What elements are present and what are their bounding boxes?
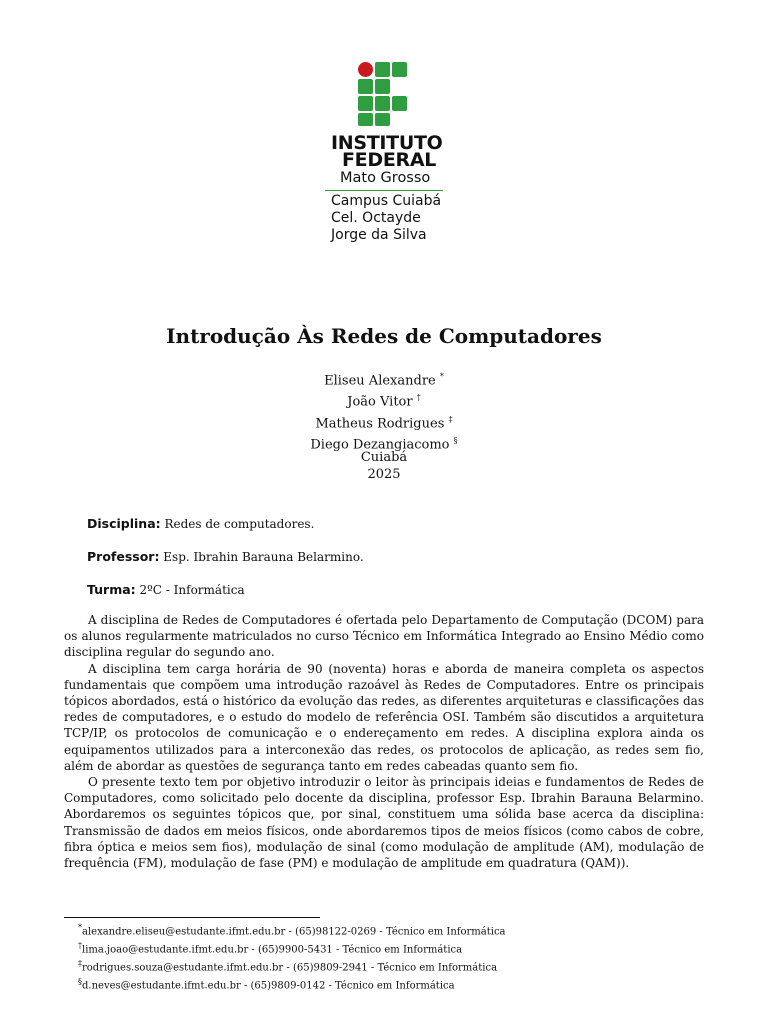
place-date bbox=[0, 449, 768, 483]
footnotes bbox=[78, 921, 506, 993]
document-title: Introdução Às Redes de Computadores bbox=[166, 324, 602, 348]
year: 2025 bbox=[367, 467, 401, 482]
footnote: §d.neves@estudante.ifmt.edu.br - (65)9809-0142 - Técnico em Informática bbox=[78, 976, 455, 992]
logo-squares-icon bbox=[358, 62, 418, 126]
logo-text-instituto: INSTITUTO bbox=[331, 132, 443, 154]
institution-logo bbox=[325, 62, 455, 126]
logo-text-federal: FEDERAL bbox=[342, 149, 437, 171]
footnote: †lima.joao@estudante.ifmt.edu.br - (65)9900-5431 - Técnico em Informática bbox=[78, 940, 463, 956]
logo-campus bbox=[331, 193, 441, 244]
logo-text-state: Mato Grosso bbox=[340, 170, 431, 186]
paragraph: A disciplina tem carga horária de 90 (noventa) horas e aborda de maneira completa os aspectos fundamentais que compõem uma introdução razoável às Redes de Computadores. Entre os principais tópicos abordados, está o histórico da evolução das redes, as diferentes arquiteturas e classificações das redes de computadores, e o estudo do modelo de referência OSI. Também são discutidos a arquitetura TCP/IP, os protocolos de comunicação e o endereçamento em redes. A disciplina explora ainda os equipamentos utilizados para a interconexão das redes, os protocolos de aplicação, as redes sem fio, além de abordar as questões de segurança tanto em redes cabeadas quanto sem fio. bbox=[64, 661, 704, 773]
campus-line: Campus Cuiabá bbox=[331, 193, 442, 209]
meta-class: Turma: 2ºC - Informática bbox=[87, 582, 245, 597]
logo-divider bbox=[325, 190, 443, 191]
campus-line: Jorge da Silva bbox=[331, 227, 427, 243]
author: Matheus Rodrigues ‡ bbox=[315, 414, 453, 431]
place: Cuiabá bbox=[360, 450, 408, 465]
meta-discipline: Disciplina: Redes de computadores. bbox=[87, 516, 315, 531]
paragraph: A disciplina de Redes de Computadores é ofertada pelo Departamento de Computação (DCOM) para os alunos regularmente matriculados no curso Técnico em Informática Integrado ao Ensino Médio como disciplina regular do segundo ano. bbox=[64, 613, 704, 660]
body-text bbox=[64, 612, 704, 871]
campus-line: Cel. Octayde bbox=[331, 210, 421, 226]
author: Eliseu Alexandre * bbox=[324, 372, 444, 389]
footnote-rule bbox=[64, 917, 320, 918]
meta-professor: Professor: Esp. Ibrahin Barauna Belarmino. bbox=[87, 549, 364, 564]
footnote: *alexandre.eliseu@estudante.ifmt.edu.br - (65)98122-0269 - Técnico em Informática bbox=[78, 923, 506, 938]
author: João Vitor † bbox=[347, 393, 421, 410]
author: Diego Dezangiacomo § bbox=[310, 435, 458, 453]
paragraph: O presente texto tem por objetivo introduzir o leitor às principais ideias e fundamentos de Redes de Computadores, como solicitado pelo docente da disciplina, professor Esp. Ibrahin Barauna Belarmino. Abordaremos os seguintes tópicos que, por sinal, constituem uma sólida base acerca da disciplina: Transmissão de dados em meios físicos, onde abordaremos tipos de meios físicos (como cabos de cobre, fibra óptica e meios sem fios), modulação de sinal (como modulação de amplitude (AM), modulação de frequência (FM), modulação de fase (PM) e modulação de amplitude em quadratura (QAM)). bbox=[64, 775, 704, 871]
footnote: ‡rodrigues.souza@estudante.ifmt.edu.br - (65)9809-2941 - Técnico em Informática bbox=[78, 958, 498, 974]
author-list bbox=[0, 368, 768, 453]
